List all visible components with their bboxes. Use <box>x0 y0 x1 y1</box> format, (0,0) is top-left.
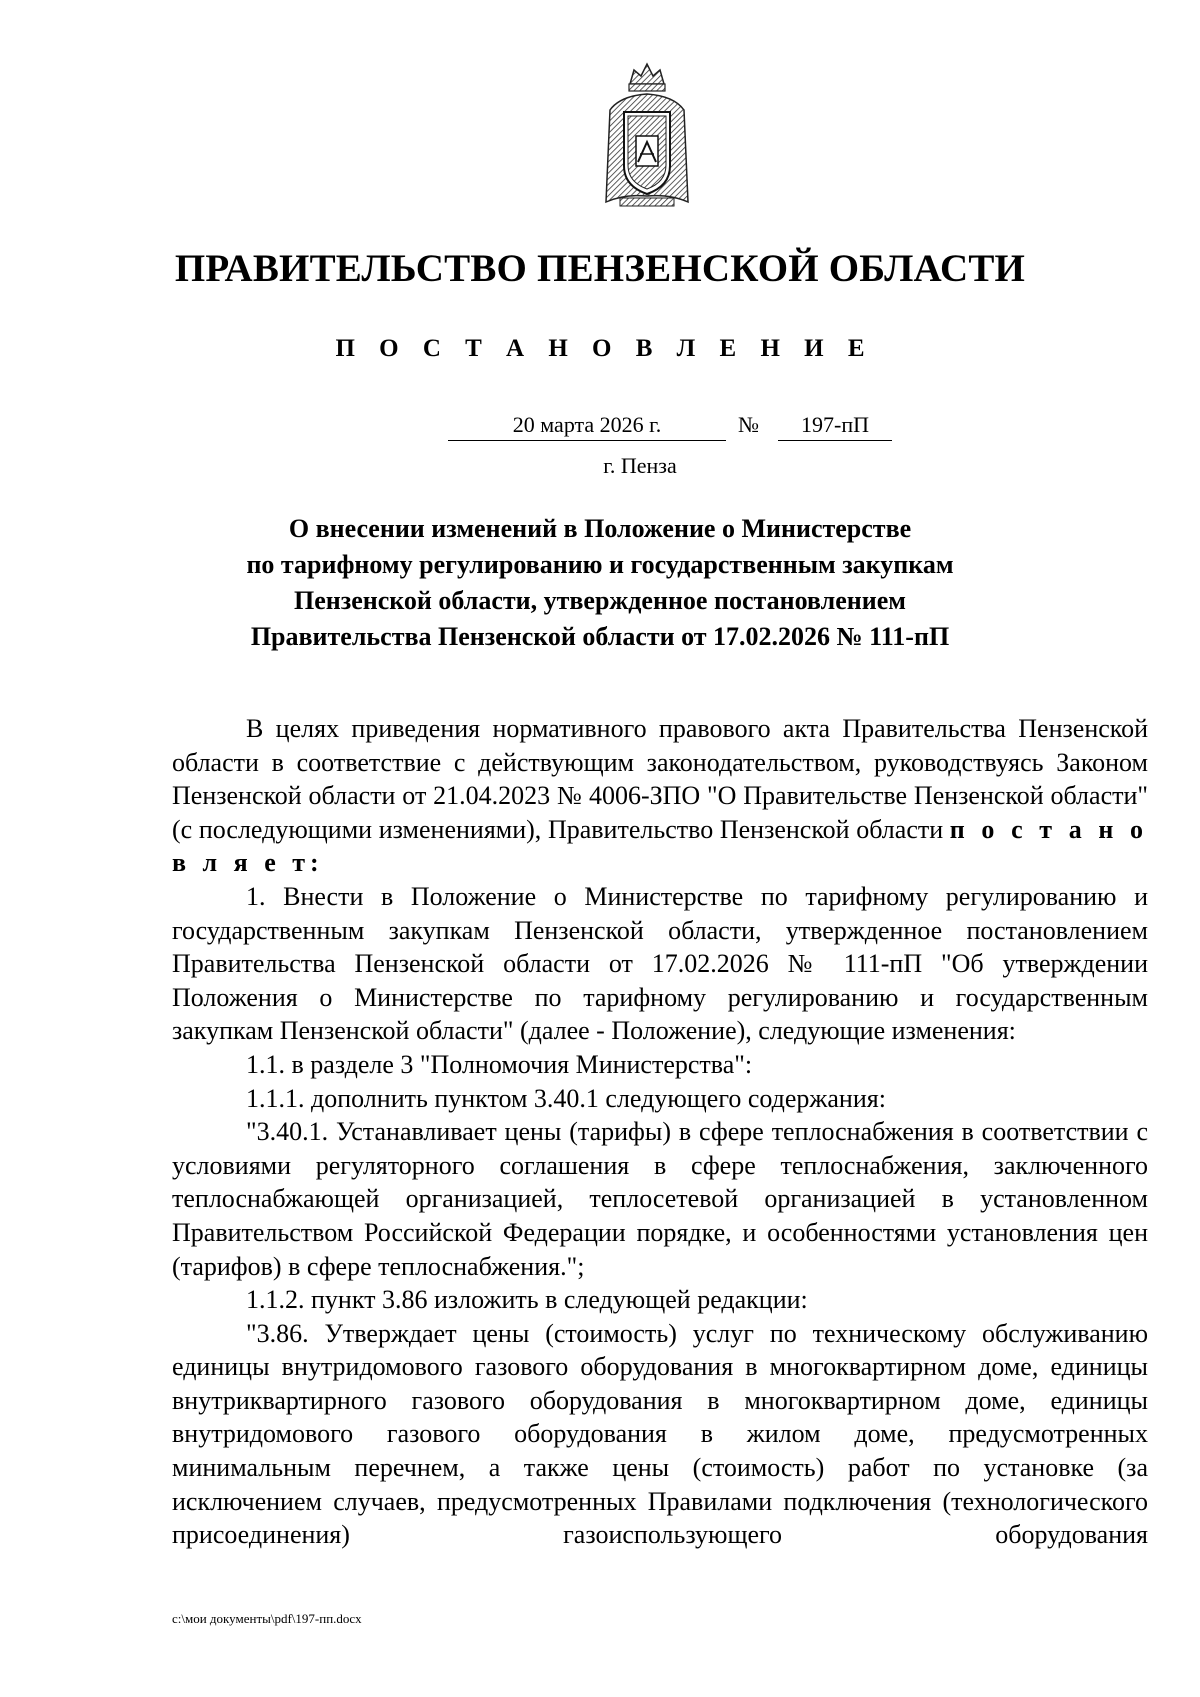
preamble-text: В целях приведения нормативного правового акта Правительства Пензенской области в соответствие с действующим законодательством, руководствуясь Законом Пензенской области от 21.04.2023 № 4006-ЗПО "О Правительстве Пензенской области" (с последующими изменениями), Правительство Пензенской области <box>172 714 1148 844</box>
title-line: О внесении изменений в Положение о Министерстве <box>288 514 912 543</box>
file-path-footer: c:\мои документы\pdf\197-пп.docx <box>172 1611 362 1626</box>
date-number-line <box>0 410 1200 442</box>
resolves-keyword: п о с т а н о в л я е т: <box>172 814 1148 878</box>
clause-3-86-paragraph: "3.86. Утверждает цены (стоимость) услуг по техническому обслуживанию единицы внутридомового газового оборудования в многоквартирном доме, единицы внутриквартирного газового оборудования в многоквартирном доме, единицы внутридомового газового оборудования в жилом доме, предусмотренных минимальным перечнем, а также цены (стоимость) работ по установке (за исключением случаев, предусмотренных Правилами подключения (технологического присоединения) газоиспользующего оборудования <box>172 1318 1148 1550</box>
title-line: Пензенской области, утвержденное постановлением <box>294 586 906 615</box>
title-line: Правительства Пензенской области от 17.02.2026 № 111-пП <box>250 622 950 651</box>
document-body <box>172 712 1148 1552</box>
preamble-paragraph <box>172 712 1148 880</box>
number-sign: № <box>738 412 759 437</box>
item-1-1-2-paragraph: 1.1.2. пункт 3.86 изложить в следующей редакции: <box>246 1285 808 1315</box>
item-1-paragraph: 1. Внести в Положение о Министерстве по тарифному регулированию и государственным закупкам Пензенской области, утвержденное постановлением Правительства Пензенской области от 17.02.2026 № 111-пП "Об утверждении Положения о Министерстве по тарифному регулированию и государственным закупкам Пензенской области" (далее - Положение), следующие изменения: <box>172 881 1148 1046</box>
organization-name: ПРАВИТЕЛЬСТВО ПЕНЗЕНСКОЙ ОБЛАСТИ <box>174 247 1026 290</box>
coat-of-arms-emblem-icon <box>600 62 694 212</box>
document-city: г. Пенза <box>603 453 677 478</box>
document-title <box>0 511 1200 655</box>
item-1-1-1-paragraph: 1.1.1. дополнить пунктом 3.40.1 следующего содержания: <box>246 1083 886 1113</box>
clause-3-40-1-paragraph: "3.40.1. Устанавливает цены (тарифы) в сфере теплоснабжения в соответствии с условиями регуляторного соглашения в сфере теплоснабжения, заключенного теплоснабжающей организацией, теплосетевой организацией в установленном Правительством Российской Федерации порядке, и особенностями установления цен (тарифов) в сфере теплоснабжения."; <box>172 1117 1148 1281</box>
document-number: 197-пП <box>778 410 892 441</box>
title-line: по тарифному регулированию и государственным закупкам <box>246 550 954 579</box>
document-date: 20 марта 2026 г. <box>448 410 726 441</box>
document-type: П О С Т А Н О В Л Е Н И Е <box>335 335 874 362</box>
item-1-1-paragraph: 1.1. в разделе 3 "Полномочия Министерства": <box>246 1049 753 1079</box>
